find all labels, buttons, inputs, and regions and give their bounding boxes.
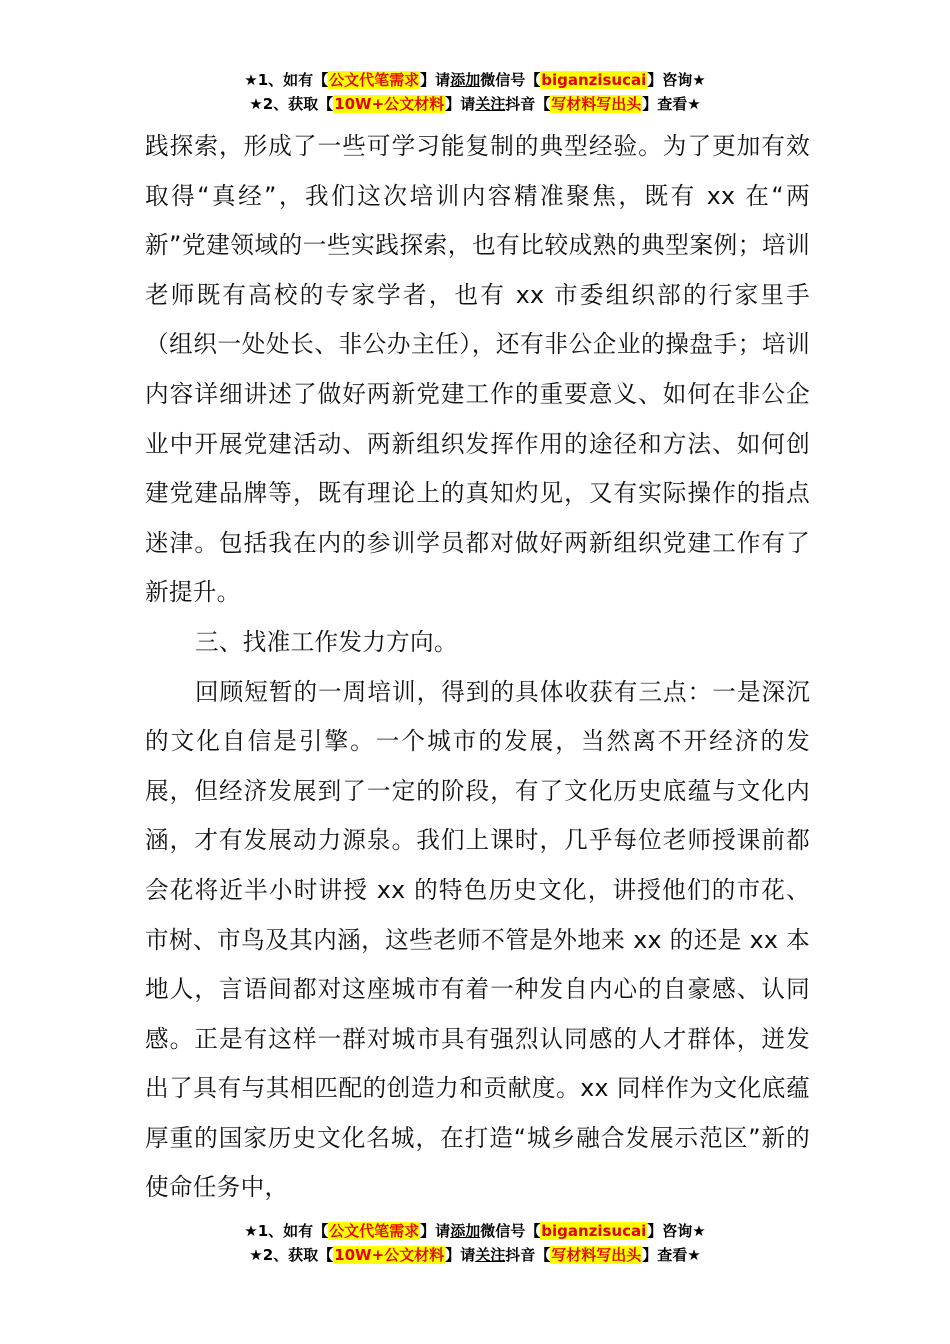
banner-text: 】咨询★ [647, 71, 706, 89]
header-banner [0, 68, 950, 116]
banner-text: 抖音【 [505, 95, 551, 113]
banner-text: ★1、如有【 [244, 1222, 329, 1240]
banner-text: 】查看★ [642, 95, 701, 113]
banner-text: 】请 [445, 95, 476, 113]
banner-underline: 关注 [475, 95, 506, 113]
banner-highlight: biganzisucai [541, 71, 647, 89]
document-body [145, 122, 810, 1213]
banner-text: ★2、获取【 [249, 1246, 334, 1264]
section-heading: 三、找准工作发力方向。 [195, 627, 458, 656]
banner-text: 抖音【 [505, 1246, 551, 1264]
banner-highlight: 10W+公文材料 [334, 1246, 445, 1264]
footer-banner [0, 1219, 950, 1267]
banner-line-2 [0, 1243, 950, 1267]
banner-underline: 添加 [450, 71, 481, 89]
banner-line-1 [0, 68, 950, 92]
banner-text: ★1、如有【 [244, 71, 329, 89]
banner-underline: 关注 [475, 1246, 506, 1264]
banner-text: 】请 [420, 71, 451, 89]
banner-highlight: 公文代笔需求 [329, 71, 420, 89]
banner-text: 微信号【 [480, 1222, 541, 1240]
banner-highlight: 写材料写出头 [551, 1246, 642, 1264]
banner-text: ★2、获取【 [249, 95, 334, 113]
banner-underline: 添加 [450, 1222, 481, 1240]
banner-text: 】咨询★ [647, 1222, 706, 1240]
banner-highlight: 写材料写出头 [551, 95, 642, 113]
banner-highlight: 公文代笔需求 [329, 1222, 420, 1240]
paragraph: 回顾短暂的一周培训，得到的具体收获有三点：一是深沉的文化自信是引擎。一个城市的发展，当然离不开经济的发展，但经济发展到了一定的阶段，有了文化历史底蕴与文化内涵，才有发展动力源泉。我们上课时，几乎每位老师授课前都会花将近半小时讲授 xx 的特色历史文化，讲授他们的市花、市树、市鸟及其内涵，这些老师不管是外地来 xx 的还是 xx 本地人，言语间都对这座城市有着一种发自内心的自豪感、认同感。正是有这样一群对城市具有强烈认同感的人才群体，迸发出了具有与其相匹配的创造力和贡献度。xx 同样作为文化底蕴厚重的国家历史文化名城，在打造“城乡融合发展示范区”新的使命任务中， [145, 677, 810, 1202]
paragraph: 践探索，形成了一些可学习能复制的典型经验。为了更加有效取得“真经”，我们这次培训内容精准聚焦，既有 xx 在“两新”党建领域的一些实践探索，也有比较成熟的典型案例；培训老师既有高校的专家学者，也有 xx 市委组织部的行家里手（组织一处处长、非公办主任），还有非公企业的操盘手；培训内容详细讲述了做好两新党建工作的重要意义、如何在非公企业中开展党建活动、两新组织发挥作用的途径和方法、如何创建党建品牌等，既有理论上的真知灼见，又有实际操作的指点迷津。包括我在内的参训学员都对做好两新组织党建工作有了新提升。 [145, 132, 810, 607]
banner-line-2 [0, 92, 950, 116]
banner-text: 】请 [420, 1222, 451, 1240]
banner-text: 】请 [445, 1246, 476, 1264]
banner-line-1 [0, 1219, 950, 1243]
banner-text: 】查看★ [642, 1246, 701, 1264]
banner-highlight: 10W+公文材料 [334, 95, 445, 113]
banner-text: 微信号【 [480, 71, 541, 89]
banner-highlight: biganzisucai [541, 1222, 647, 1240]
